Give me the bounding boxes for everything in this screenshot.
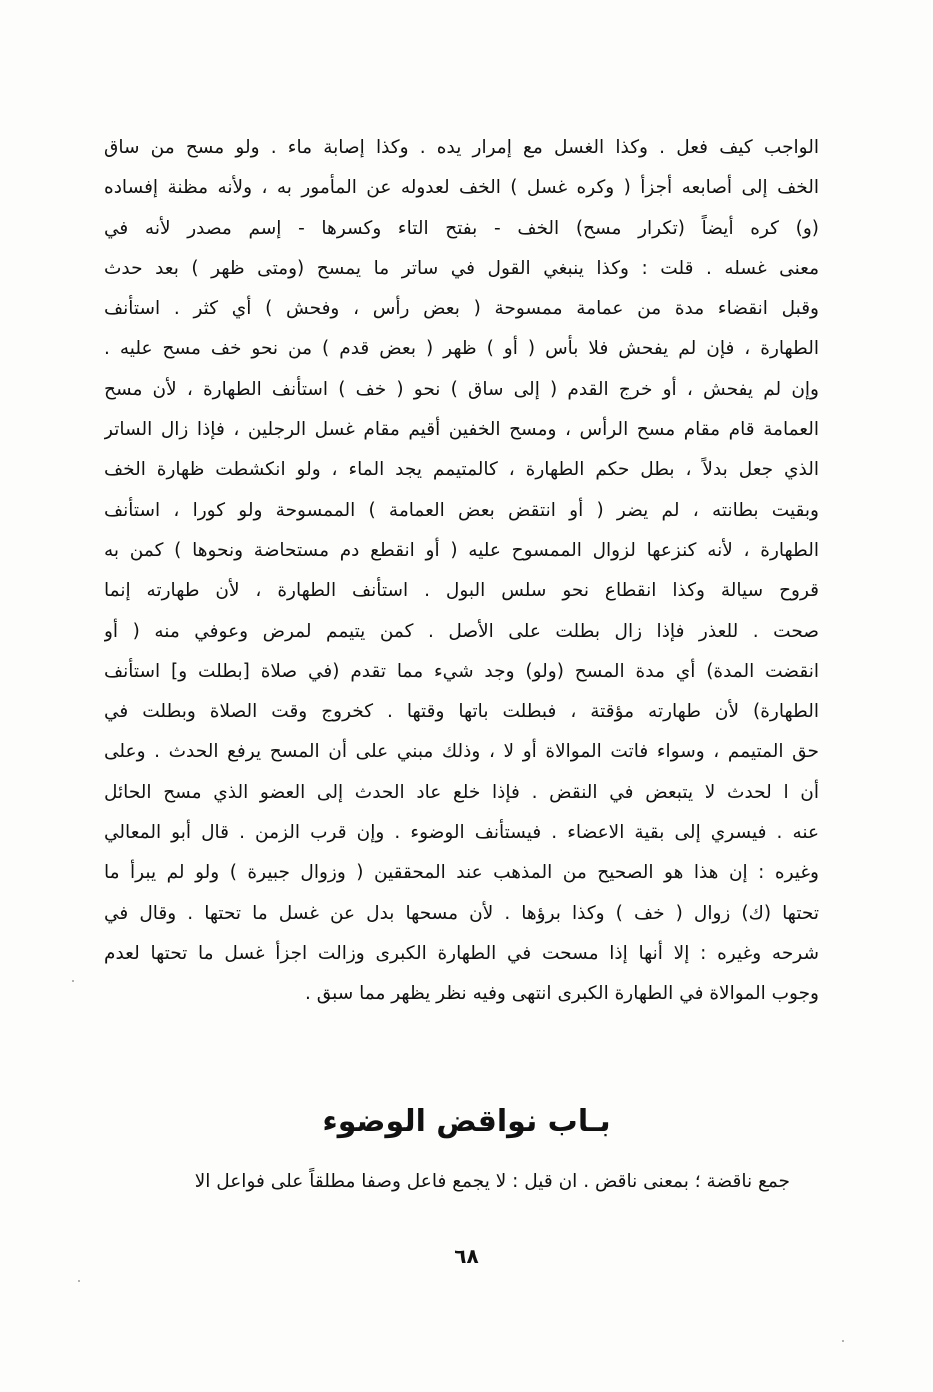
text-line: الذي جعل بدلاً ، بطل حكم الطهارة ، كالمتيمم يجد الماء ، ولو انكشطت ظهارة الخف [104,459,819,481]
text-line: وإن لم يفحش ، أو خرج القدم ( إلى ساق ) نحو ( خف ) استأنف الطهارة ، لأن مسح [104,378,819,400]
text-line: وغيره : إن هذا هو الصحيح من المذهب عند المحققين ( وزوال جبيرة ) ولو لم يبرأ ما [104,862,819,884]
scan-speck [842,1340,844,1342]
text-line: وقبل انقضاء مدة من عمامة ممسوحة ( بعض رأس ، وفحش ) أي كثر . استأنف [104,298,819,320]
chapter-intro-line: جمع ناقضة ؛ بمعنى ناقض . ان قيل : لا يجمع فاعل وصفا مطلقاً على فواعل الا [194,1171,790,1192]
text-line: العمامة قام مقام مسح الرأس ، ومسح الخفين أقيم مقام غسل الرجلين ، فإذا زال الساتر [104,419,819,441]
text-line: حق المتيمم ، وسواء فاتت الموالاة أو لا ، وذلك مبني على أن المسح يرفع الحدث . وعلى [104,741,819,763]
text-line: الطهارة ، لأنه كنزعها لزوال الممسوح عليه ( أو انقطع دم مستحاضة ونحوها ) كمن به [104,539,819,561]
text-line: انقضت المدة) أي مدة المسح (ولو) وجد شيء مما تقدم (في صلاة [بطلت و] استأنف [104,660,819,682]
page-number: ٦٨ [454,1244,479,1268]
text-line: معنى غسله . قلت : وكذا ينبغي القول في ساتر ما يمسح (ومتى ظهر ) بعد حدث [104,257,819,279]
text-line: الطهارة ، فإن لم يفحش فلا بأس ( أو ) ظهر ( بعض قدم ) من نحو خف مسح عليه . [104,338,819,360]
chapter-title: بـاب نواقض الوضوء [322,1104,611,1139]
scan-speck [78,1280,80,1282]
text-line: الطهارة) لأن طهارته مؤقتة ، فبطلت باتها وقتها . كخروج وقت الصلاة وبطلت في [104,701,819,723]
text-line: عنه . فيسري إلى بقية الاعضاء . فيستأنف الوضوء . وإن قرب الزمن . قال أبو المعالي [104,822,819,844]
text-line: تحتها (ك) زوال ( خف ) وكذا برؤها . لأن مسحها بدل عن غسل ما تحتها . وقال في [104,902,819,924]
text-line: الواجب كيف فعل . وكذا الغسل مع إمرار يده . وكذا إصابة ماء . ولو مسح من ساق [104,137,819,158]
text-line: (و) كره أيضاً (تكرار مسح) الخف - بفتح التاء وكسرها - إسم مصدر لأنه في [104,217,819,239]
text-line: الخف إلى أصابعه أجزأ ( وكره غسل ) الخف لعدوله عن المأمور به ، ولأنه مظنة إفساده [104,177,819,199]
text-line: شرحه وغيره : إلا أنها إذا مسحت في الطهارة الكبرى وزالت اجزأ غسل ما تحتها لعدم [104,942,819,964]
text-line: أن ا لحدث لا يتبعض في النقض . فإذا خلع عاد الحدث إلى العضو الذي مسح الحائل [104,781,819,803]
text-line: وبقيت بطانته ، لم يضر ( أو انتقض بعض العمامة ) الممسوحة ولو كورا ، استأنف [104,499,819,521]
text-line: قروح سيالة وكذا انقطاع نحو سلس البول . استأنف الطهارة ، لأن طهارته إنما [104,580,819,602]
text-line: صحت . للعذر فإذا زال بطلت على الأصل . كمن يتيمم لمرض وعوفي منه ( أو [104,620,819,642]
body-text [104,128,819,1015]
scan-speck [72,980,74,982]
text-line: وجوب الموالاة في الطهارة الكبرى انتهى وفيه نظر يظهر مما سبق . [304,983,819,1005]
